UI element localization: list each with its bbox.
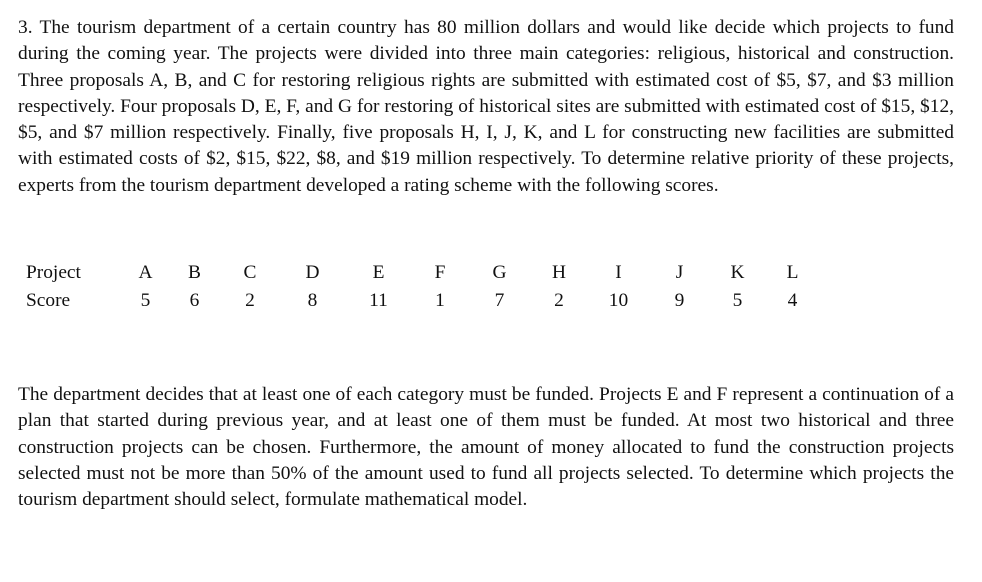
project-score: 2 [554,290,564,311]
score-row-label: Score [26,290,71,311]
project-row [26,259,820,287]
project-score: 2 [245,290,255,311]
project-score: 4 [787,290,798,311]
project-letter: G [492,262,507,283]
project-row-label: Project [26,262,81,283]
project-score: 6 [189,290,200,311]
project-score: 10 [608,290,629,311]
project-score: 11 [369,290,388,311]
project-letter: K [730,262,745,283]
project-score-table [26,259,820,315]
project-letter: B [188,262,201,283]
project-letter: A [138,262,153,283]
project-score: 8 [307,290,318,311]
project-score: 5 [140,290,151,311]
project-score: 9 [674,290,685,311]
project-score: 7 [494,290,505,311]
project-letter: H [551,262,566,283]
project-letter: E [372,262,385,283]
project-letter: F [434,262,446,283]
project-letter: J [675,262,684,283]
problem-conditions-paragraph: The department decides that at least one of each category must be funded. Projects E and F represent a continuation of a plan that started during previous year, and at least one of them must be funded. At most two historical and three construction projects can be chosen. Furthermore, the amount of money allocated to fund the construction projects selected must not be more than 50% of the amount used to fund all projects selected. To determine which projects the tourism department should select, formulate mathematical model. [18,384,954,511]
project-letter: C [243,262,257,283]
project-letter: I [615,262,622,283]
project-letter: D [305,262,320,283]
project-score: 1 [435,290,445,311]
project-score: 5 [732,290,743,311]
project-letter: L [786,262,799,283]
problem-intro-paragraph: 3. The tourism department of a certain country has 80 million dollars and would like decide which projects to fund during the coming year. The projects were divided into three main categories: religious, historical and construction. Three proposals A, B, and C for restoring religious rights are submitted with estimated cost of $5, $7, and $3 million respectively. Four proposals D, E, F, and G for restoring of historical sites are submitted with estimated cost of $15, $12, $5, and $7 million respectively. Finally, five proposals H, I, J, K, and L for constructing new facilities are submitted with estimated costs of $2, $15, $22, $8, and $19 million respectively. To determine relative priority of these projects, experts from the tourism department developed a rating scheme with the following scores. [18,17,954,196]
score-row [26,287,820,315]
